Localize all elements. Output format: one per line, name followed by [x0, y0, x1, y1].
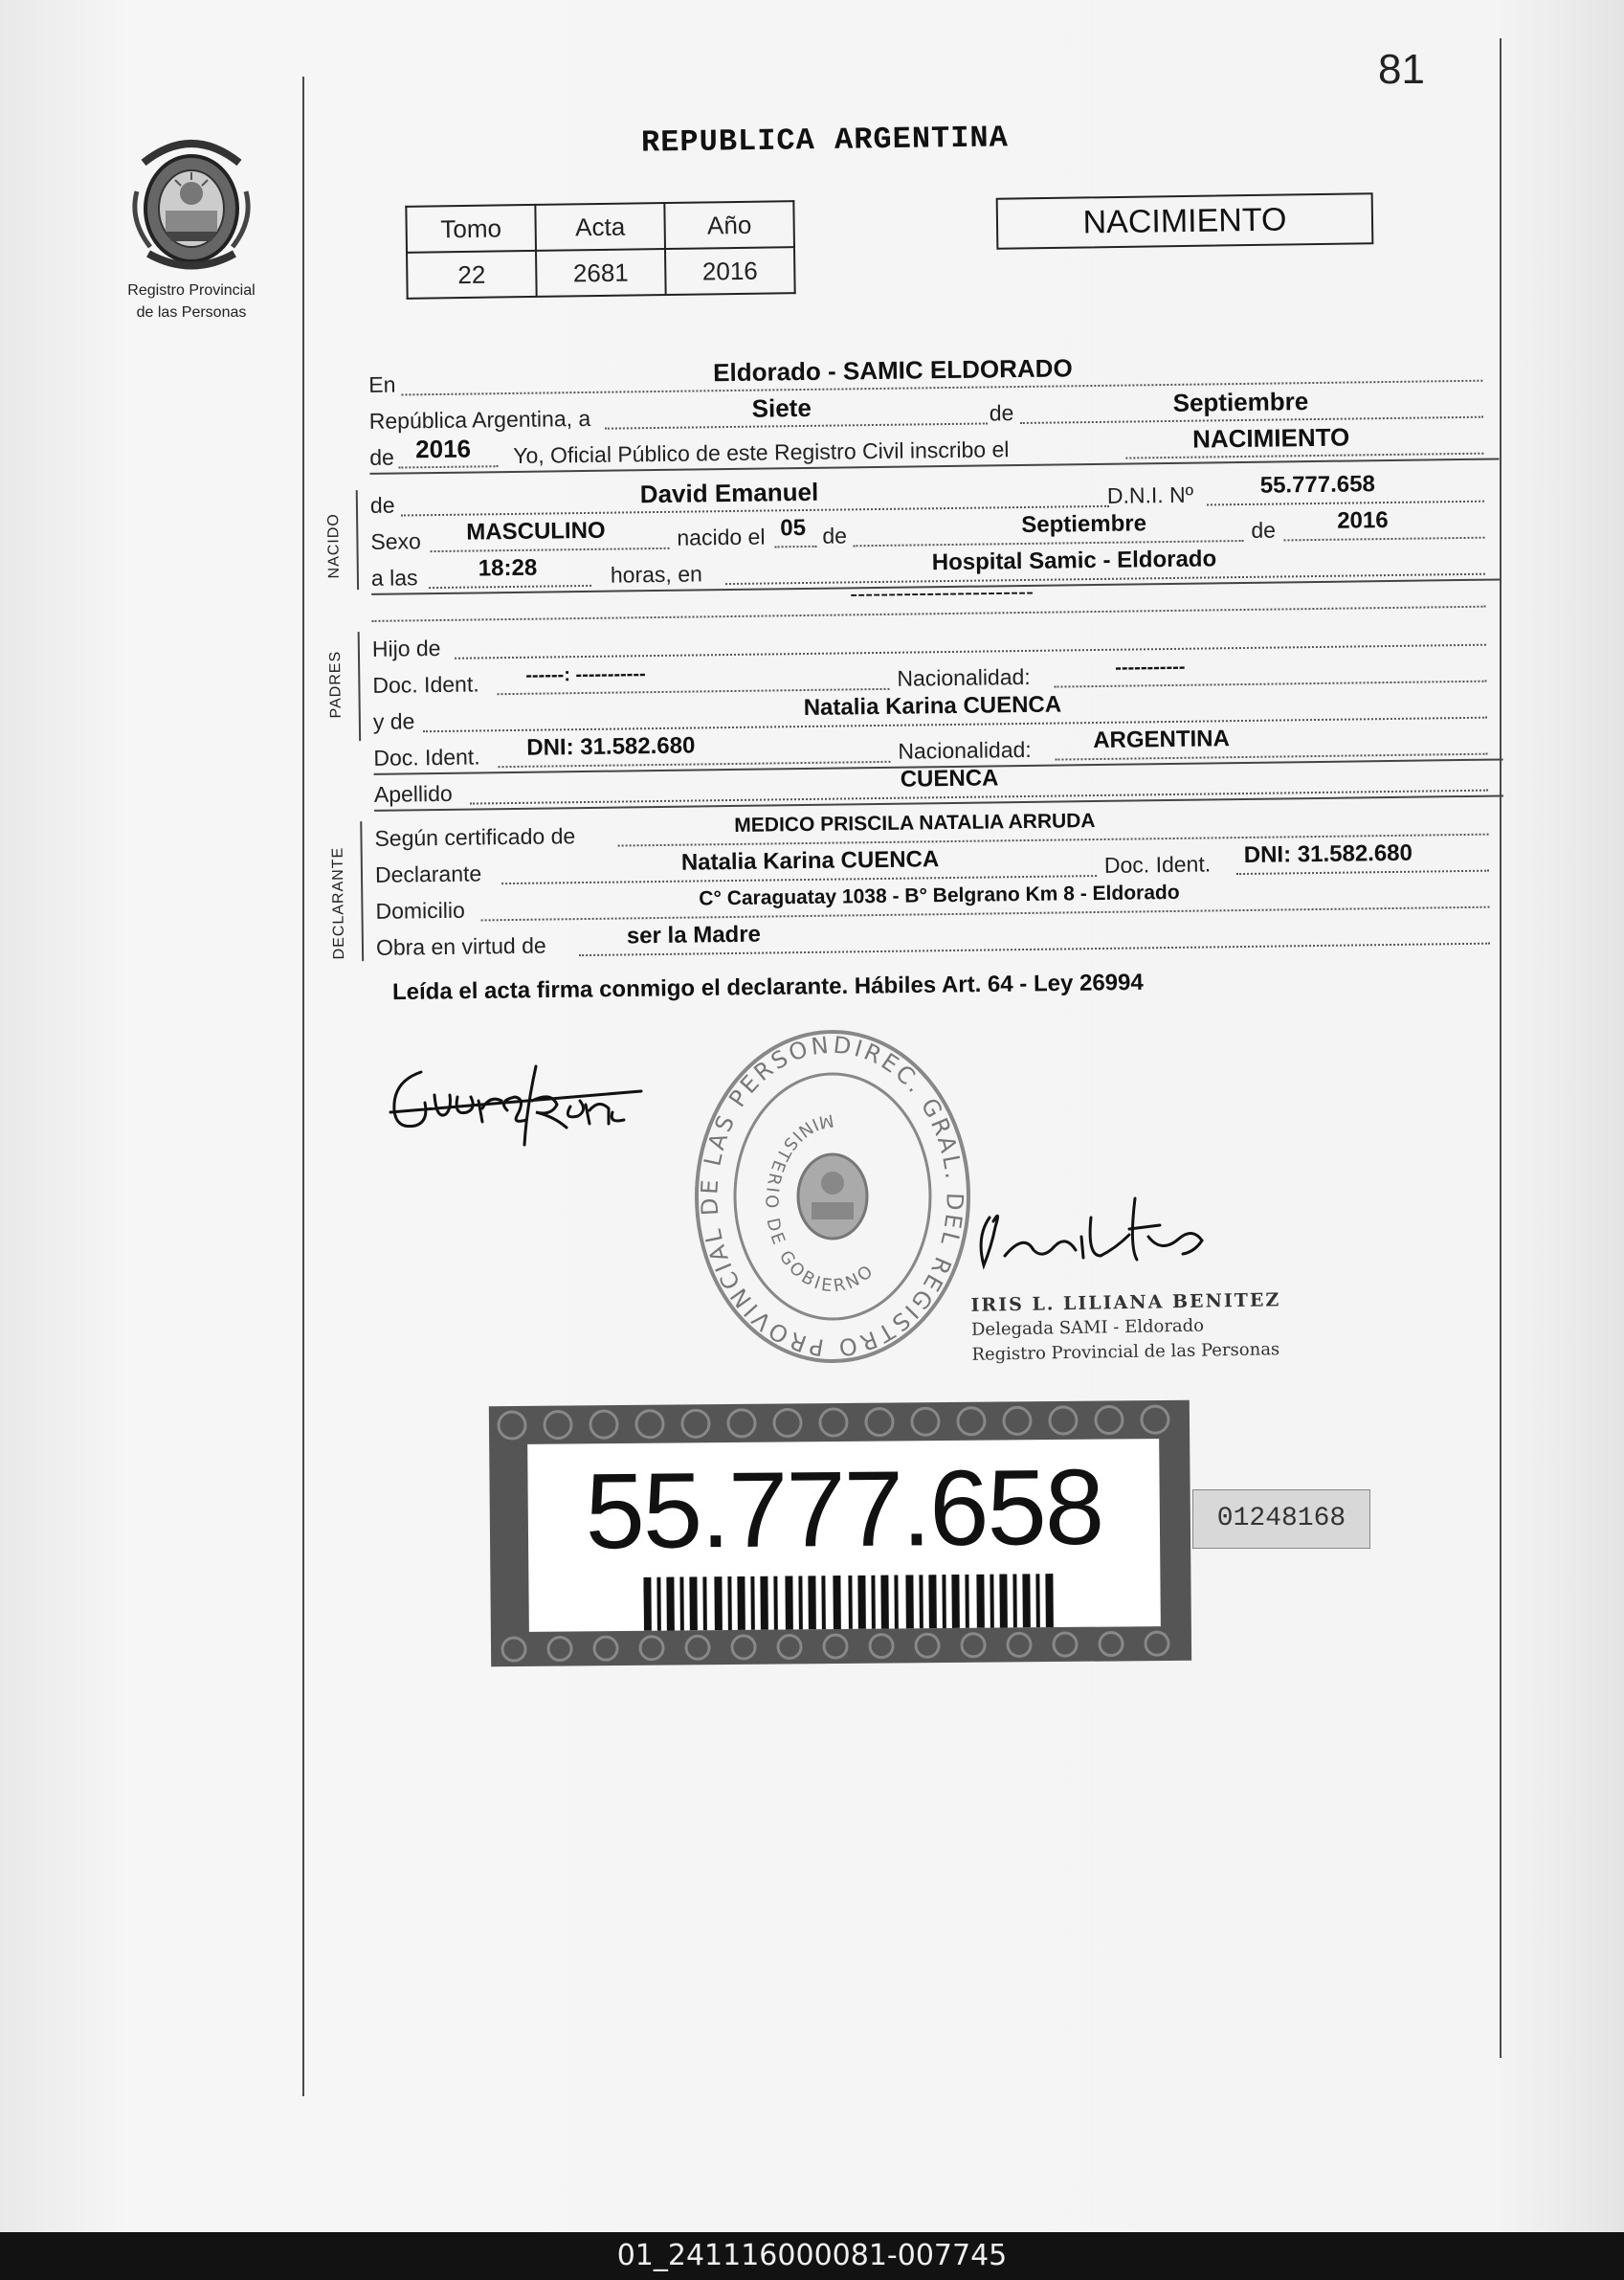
- nacido-side-label: NACIDO: [325, 513, 343, 579]
- doc1-value: ------: -----------: [525, 663, 646, 686]
- decl-value: Natalia Karina CUENCA: [680, 846, 940, 876]
- padres-side-label: PADRES: [326, 650, 345, 719]
- acta-header: Acta: [535, 203, 665, 251]
- inscribo-value: NACIMIENTO: [1191, 422, 1350, 454]
- nac1-label: Nacionalidad:: [897, 663, 1031, 691]
- sexo-value: MASCULINO: [466, 517, 606, 546]
- en-value: Eldorado - SAMIC ELDORADO: [712, 353, 1073, 388]
- obra-value: ser la Madre: [626, 921, 762, 950]
- de-name-label: de: [369, 492, 395, 518]
- year-value: 2016: [414, 434, 472, 464]
- logo-caption-line-1: Registro Provincial: [127, 282, 256, 299]
- apellido-value: CUENCA: [900, 765, 999, 793]
- label-white-area: [527, 1439, 1161, 1632]
- month-value: Septiembre: [1172, 387, 1309, 417]
- birth-year: 2016: [1337, 507, 1389, 534]
- seal-outer-text: DIREC. GRAL. DEL REGISTRO PROVINCIAL DE LAS PERSON: [696, 1031, 968, 1362]
- domicilio-value: C° Caraguatay 1038 - B° Belgrano Km 8 - Eldorado: [699, 881, 1180, 910]
- decl-doc-value: DNI: 31.582.680: [1243, 839, 1413, 869]
- ano-value: 2016: [665, 247, 795, 295]
- decl-label: Declarante: [374, 861, 482, 887]
- logo-caption-line-2: de las Personas: [136, 304, 247, 321]
- day-value: Siete: [751, 392, 812, 423]
- mother-value: Natalia Karina CUENCA: [803, 691, 1062, 722]
- yde-label: y de: [372, 708, 415, 734]
- obra-label: Obra en virtud de: [375, 932, 546, 960]
- name-value: David Emanuel: [639, 477, 819, 509]
- en-label: En: [368, 371, 396, 397]
- barcode-icon: [643, 1574, 1055, 1631]
- scan-footer: 01_241116000081-007745: [0, 2232, 1624, 2280]
- birth-record-form: [0, 0, 1624, 1058]
- de-year-label: de: [369, 444, 395, 470]
- official-office: Registro Provincial de las Personas: [971, 1339, 1280, 1365]
- doc1-label: Doc. Ident.: [372, 671, 479, 698]
- nacido-label: nacido el: [677, 524, 766, 550]
- apellido-label: Apellido: [373, 780, 453, 807]
- dash-line: ------------------------: [850, 578, 1034, 608]
- nac2-label: Nacionalidad:: [898, 736, 1032, 764]
- declarant-signature: [383, 1053, 660, 1158]
- birth-month: Septiembre: [1021, 510, 1147, 539]
- official-name: IRIS L. LILIANA BENITEZ: [970, 1289, 1281, 1316]
- registry-stamp-icon: [689, 1024, 976, 1369]
- seal-inner-text: MINISTERIO DE GOBIERNO: [761, 1109, 879, 1297]
- declarante-side-label: DECLARANTE: [329, 846, 348, 960]
- hijo-label: Hijo de: [371, 635, 441, 661]
- de-label: de: [989, 400, 1014, 426]
- doc2-value: DNI: 31.582.680: [526, 732, 696, 761]
- horas-label: horas, en: [610, 561, 702, 588]
- control-number-sticker: 01248168: [1192, 1489, 1370, 1549]
- cert-label: Según certificado de: [374, 823, 576, 851]
- official-seal: [689, 1024, 976, 1374]
- de-month-label: de: [822, 523, 848, 548]
- republica-label: República Argentina, a: [368, 405, 591, 434]
- nac2-value: ARGENTINA: [1093, 726, 1231, 754]
- tomo-header: Tomo: [406, 205, 536, 253]
- a-las-label: a las: [370, 565, 418, 591]
- closing-statement: Leída el acta firma conmigo el declarante. Hábiles Art. 64 - Ley 26994: [391, 969, 1144, 1006]
- page-number: 81: [1378, 46, 1425, 93]
- document-title: REPUBLICA ARGENTINA: [640, 120, 1010, 161]
- label-number: 55.777.658: [584, 1446, 1103, 1572]
- nac1-value: -----------: [1115, 656, 1186, 679]
- birth-day: 05: [780, 514, 807, 542]
- id-number-label: [489, 1400, 1191, 1666]
- cert-value: MEDICO PRISCILA NATALIA ARRUDA: [734, 810, 1096, 837]
- sexo-label: Sexo: [370, 528, 422, 554]
- act-type-box: NACIMIENTO: [996, 192, 1374, 249]
- official-stamp-text: [970, 1287, 1281, 1368]
- official-role: Delegada SAMI - Eldorado: [970, 1315, 1205, 1340]
- time-value: 18:28: [478, 554, 538, 582]
- official-signature: [967, 1179, 1225, 1285]
- inscribo-text: Yo, Oficial Público de este Registro Civil inscribo el: [513, 436, 1010, 468]
- tomo-value: 22: [407, 251, 537, 299]
- acta-value: 2681: [536, 249, 666, 297]
- dni-label: D.N.I. Nº: [1106, 481, 1194, 508]
- place-value: Hospital Samic - Eldorado: [931, 546, 1217, 576]
- ano-header: Año: [664, 201, 794, 249]
- de-year-label-2: de: [1251, 517, 1277, 543]
- decl-doc-label: Doc. Ident.: [1103, 851, 1212, 878]
- dni-value: 55.777.658: [1259, 471, 1376, 499]
- domicilio-label: Domicilio: [375, 897, 465, 924]
- doc2-label: Doc. Ident.: [373, 744, 480, 771]
